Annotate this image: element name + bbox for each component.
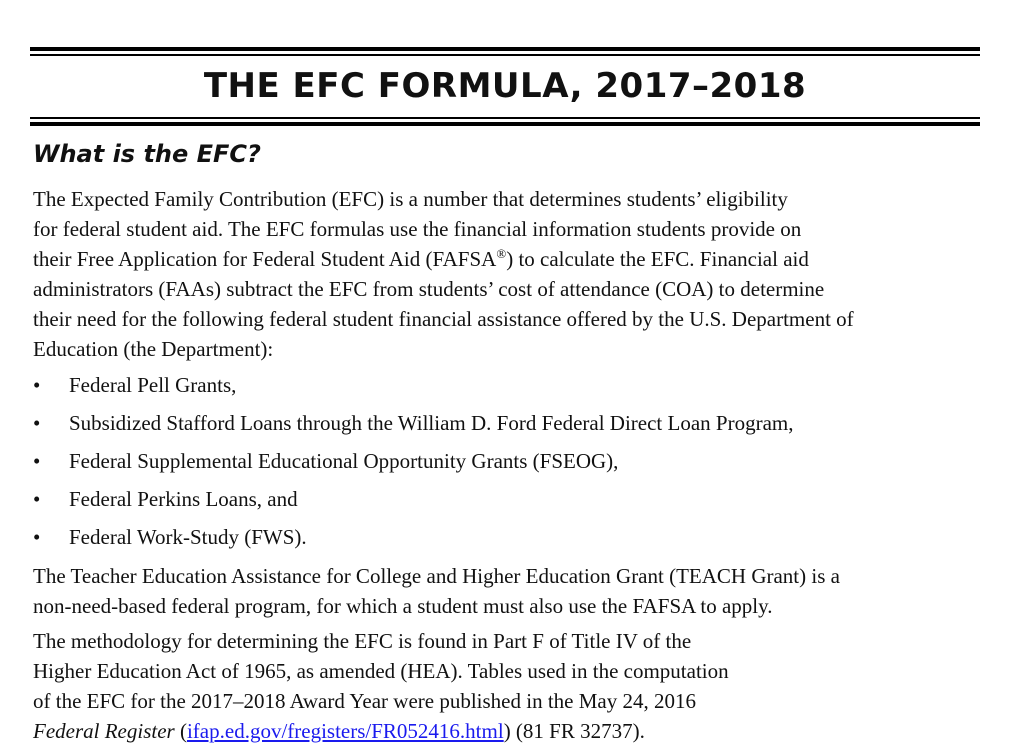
aid-program-list	[33, 370, 794, 560]
intro-line: their Free Application for Federal Student Aid (FAFSA®) to calculate the EFC. Financial aid	[33, 246, 809, 271]
section-heading: What is the EFC?	[33, 140, 261, 168]
bullet-icon: •	[33, 373, 41, 397]
bullet-icon: •	[33, 487, 41, 511]
page-title: THE EFC FORMULA, 2017–2018	[203, 66, 807, 106]
list-item: • Federal Work-Study (FWS).	[33, 522, 794, 560]
registered-mark: ®	[496, 246, 507, 261]
intro-line: administrators (FAAs) subtract the EFC from students’ cost of attendance (COA) to determine	[33, 277, 825, 301]
methodology-paragraph: The methodology for determining the EFC is found in Part F of Title IV of the Higher Education Act of 1965, as amended (HEA). Tables used in the computation of the EFC for the 2017–2018 Award Year were published in the May 24, 2016 Federal Register (ifap.ed.gov/fregisters/FR052416.html) (81 FR 32737).	[33, 629, 729, 743]
bottom-rule-thin	[30, 117, 980, 119]
bullet-icon: •	[33, 449, 41, 473]
intro-line: The Expected Family Contribution (EFC) is a number that determines students’ eligibility	[33, 187, 788, 211]
list-item: • Federal Supplemental Educational Opportunity Grants (FSEOG),	[33, 446, 794, 484]
intro-line: their need for the following federal student financial assistance offered by the U.S. Department of	[33, 307, 854, 331]
publication-name: Federal Register	[33, 719, 175, 743]
bullet-icon: •	[33, 525, 41, 549]
intro-line: Education (the Department):	[33, 337, 274, 361]
list-item: • Federal Perkins Loans, and	[33, 484, 794, 522]
bottom-rule-thick	[30, 122, 980, 126]
top-rule-thick	[30, 47, 980, 51]
teach-paragraph: The Teacher Education Assistance for College and Higher Education Grant (TEACH Grant) is a non-need-based federal program, for which a student must also use the FAFSA to apply.	[33, 564, 840, 618]
intro-paragraph	[33, 184, 993, 364]
list-item: • Federal Pell Grants,	[33, 370, 794, 408]
fregister-link[interactable]: ifap.ed.gov/fregisters/FR052416.html	[186, 719, 504, 743]
intro-line: for federal student aid. The EFC formulas use the financial information students provide on	[33, 217, 802, 241]
bullet-icon: •	[33, 411, 41, 435]
top-rule-thin	[30, 54, 980, 56]
list-item: • Subsidized Stafford Loans through the William D. Ford Federal Direct Loan Program,	[33, 408, 794, 446]
